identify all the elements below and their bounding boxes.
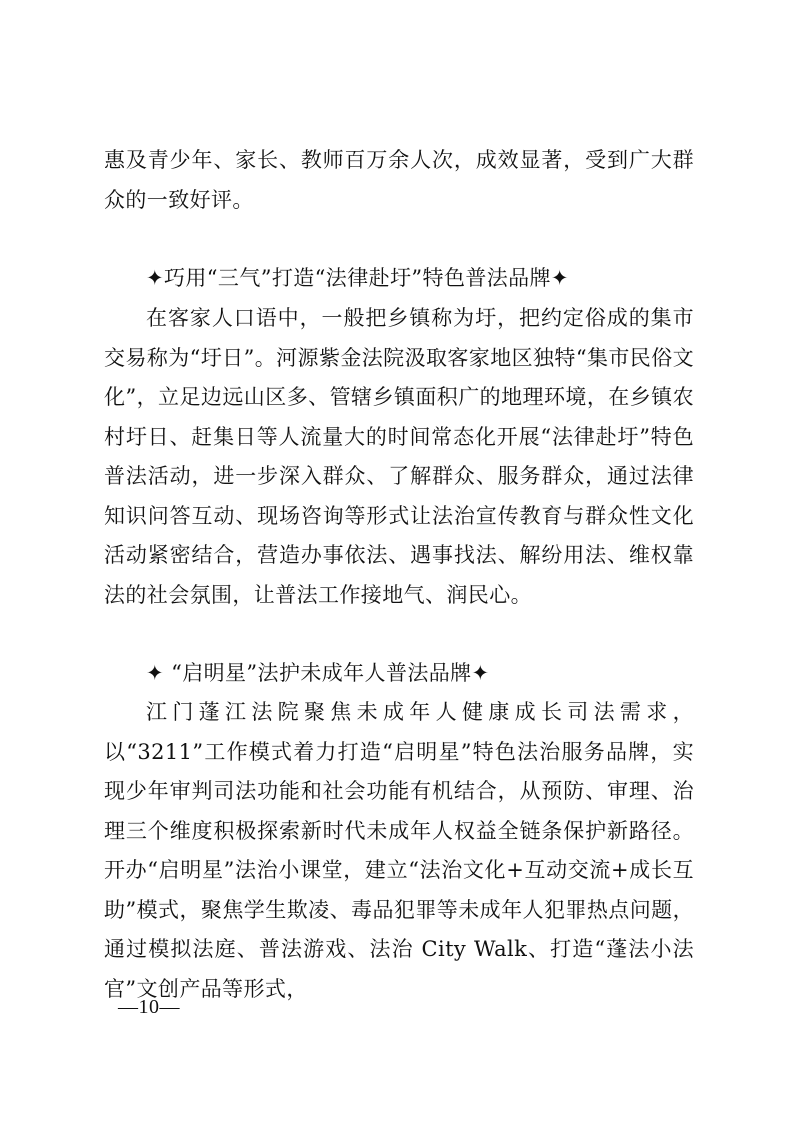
- paragraph-continued: 惠及青少年、家长、教师百万余人次，成效显著，受到广大群众的一致好评。: [104, 148, 694, 212]
- page-number: —10—: [118, 996, 180, 1018]
- section-heading-sanqi: ✦巧用“三气”打造“法律赴圩”特色普法品牌✦: [146, 266, 569, 290]
- section-heading-qimingxing: ✦ “启明星”法护未成年人普法品牌✦: [146, 661, 490, 685]
- paragraph-falv-fuxu: 在客家人口语中，一般把乡镇称为圩，把约定俗成的集市交易称为“圩日”。河源紫金法院汲取客家地区独特“集市民俗文化”，立足边远山区多、管辖乡镇面积广的地理环境，在乡镇农村圩日、赶集日等人流量大的时间常态化开展“法律赴圩”特色普法活动，进一步深入群众、了解群众、服务群众，通过法律知识问答互动、现场咨询等形式让法治宣传教育与群众性文化活动紧密结合，营造办事依法、遇事找法、解纷用法、维权靠法的社会氛围，让普法工作接地气、润民心。: [104, 306, 694, 607]
- paragraph-qimingxing: 江门蓬江法院聚焦未成年人健康成长司法需求，以“3211”工作模式着力打造“启明星”特色法治服务品牌，实现少年审判司法功能和社会功能有机结合，从预防、审理、治理三个维度积极探索新时代未成年人权益全链条保护新路径。开办“启明星”法治小课堂，建立“法治文化+互动交流+成长互助”模式，聚焦学生欺凌、毒品犯罪等未成年人犯罪热点问题，通过模拟法庭、普法游戏、法治 City Walk、打造“蓬法小法官”文创产品等形式，: [104, 700, 694, 1001]
